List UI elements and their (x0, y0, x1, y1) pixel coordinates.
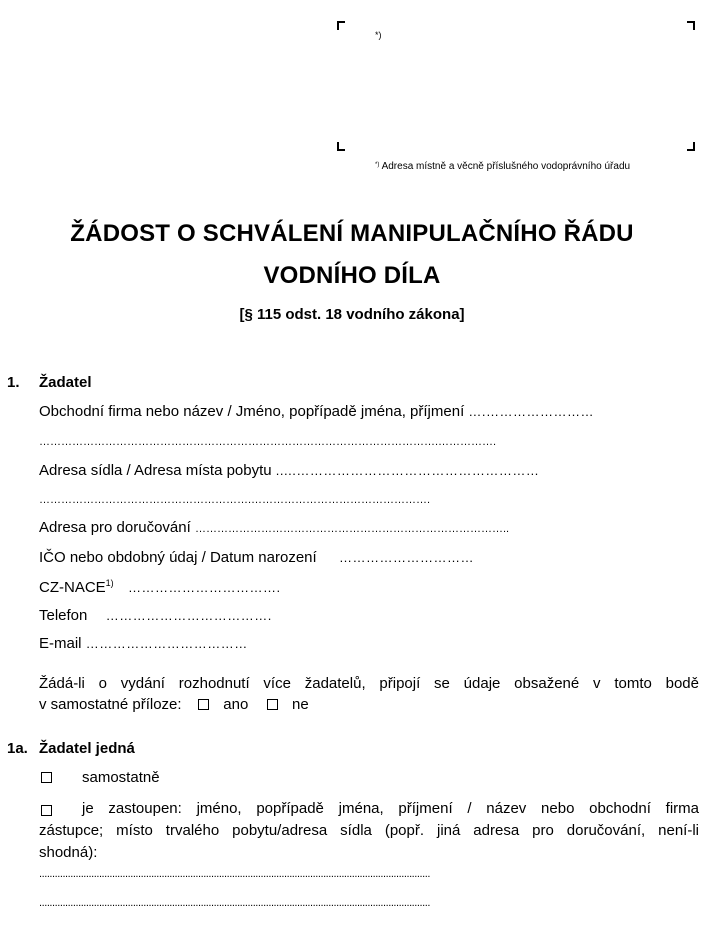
phone-label: Telefon (39, 607, 88, 624)
attachment-row (39, 696, 309, 713)
delivery-address-row[interactable] (39, 519, 509, 536)
section1-number: 1. (7, 374, 20, 391)
represented-line2: zástupce; místo trvalého pobytu/adresa sídla (popř. jiná adresa pro doručování, není-li (39, 822, 699, 839)
acts-independently-label: samostatně (82, 769, 160, 786)
email-row[interactable] (39, 635, 248, 652)
applicant-name-row[interactable] (39, 403, 594, 420)
address-box-corner-top-right (687, 21, 695, 30)
multi-applicant-note: Žádá-li o vydání rozhodnutí více žadatelů, připojí se údaje obsažené v tomto bodě (39, 675, 699, 692)
address-footnote (375, 161, 630, 172)
ico-label: IČO nebo obdobný údaj / Datum narození (39, 549, 317, 566)
applicant-address-continuation[interactable]: ………………………………………………….…………………………………………. (39, 494, 431, 506)
applicant-address-row[interactable] (39, 462, 539, 479)
email-dots[interactable]: ……………………………… (85, 636, 248, 651)
applicant-name-continuation[interactable]: ……………………………………………………………………………………………….……………. (39, 436, 497, 448)
applicant-address-dots[interactable]: .....……………………………………………… (275, 463, 540, 478)
nace-label: CZ-NACE (39, 579, 106, 596)
attachment-yes-label: ano (223, 696, 249, 713)
applicant-name-dots[interactable]: ….…………………… (468, 404, 595, 419)
section1a-title: Žadatel jedná (39, 740, 135, 757)
legal-reference: [§ 115 odst. 18 vodního zákona] (239, 306, 465, 323)
represented-line3: shodná): (39, 844, 98, 861)
represented-checkbox[interactable] (41, 805, 52, 816)
section1-title: Žadatel (39, 374, 92, 391)
address-box-marker: *) (375, 30, 382, 40)
nace-footnote-ref: 1) (105, 578, 114, 588)
phone-dots[interactable]: ………………………………. (105, 608, 272, 623)
address-footnote-marker: *) (375, 162, 380, 168)
applicant-address-label: Adresa sídla / Adresa místa pobytu (39, 462, 272, 479)
attachment-label: v samostatné příloze: (39, 696, 182, 713)
attachment-no-label: ne (291, 696, 309, 713)
acts-independently-checkbox[interactable] (41, 772, 52, 783)
page-title-line2: VODNÍHO DÍLA (263, 262, 441, 289)
email-label: E-mail (39, 635, 82, 652)
represented-line1: je zastoupen: jméno, popřípadě jména, příjmení / název nebo obchodní firma (82, 800, 699, 817)
ico-row[interactable] (39, 549, 474, 566)
section1a-number: 1a. (7, 740, 28, 757)
page-title-line1: ŽÁDOST O SCHVÁLENÍ MANIPULAČNÍHO ŘÁDU (70, 220, 634, 247)
representative-fill-line1[interactable]: ...................................................................................................................................................... (39, 868, 430, 880)
phone-row[interactable] (39, 607, 272, 624)
nace-row[interactable] (39, 578, 281, 596)
ico-dots[interactable]: ………………………… (339, 550, 475, 565)
address-footnote-text: Adresa místně a věcně příslušného vodoprávního úřadu (381, 161, 631, 172)
attachment-yes-checkbox[interactable] (198, 699, 209, 710)
delivery-address-dots[interactable]: ………………………………………………………………………….. (194, 523, 510, 535)
address-box-corner-bottom-right (687, 142, 695, 151)
nace-dots[interactable]: ……………………………. (128, 580, 281, 595)
applicant-name-label: Obchodní firma nebo název / Jméno, popřípadě jména, příjmení (39, 403, 465, 420)
attachment-no-checkbox[interactable] (267, 699, 278, 710)
delivery-address-label: Adresa pro doručování (39, 519, 191, 536)
representative-fill-line2[interactable]: ...................................................................................................................................................... (39, 897, 430, 909)
address-box-corner-bottom-left (337, 142, 345, 151)
address-box-corner-top-left (337, 21, 345, 30)
